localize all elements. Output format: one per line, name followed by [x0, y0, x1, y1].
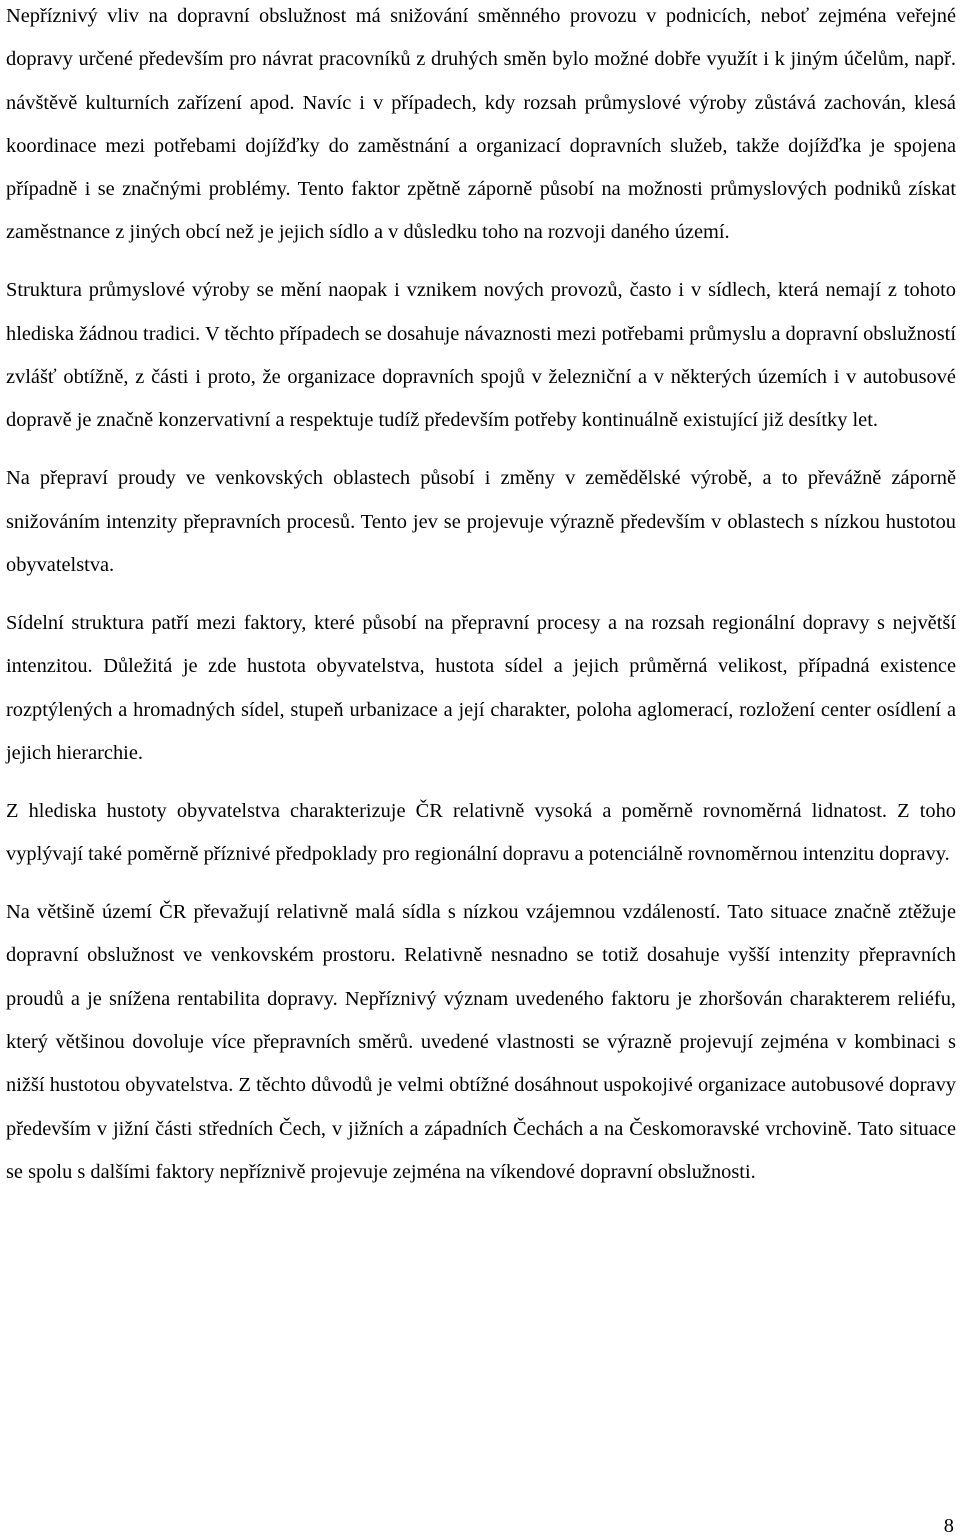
document-page: [6, 0, 956, 1194]
paragraph: Na přepraví proudy ve venkovských oblastech působí i změny v zemědělské výrobě, a to převážně záporně snižováním intenzity přepravních procesů. Tento jev se projevuje výrazně především v oblastech s nízkou hustotou obyvatelstva.: [6, 467, 956, 576]
paragraph: Sídelní struktura patří mezi faktory, které působí na přepravní procesy a na rozsah regionální dopravy s největší intenzitou. Důležitá je zde hustota obyvatelstva, hustota sídel a jejich průměrná velikost, případná existence rozptýlených a hromadných sídel, stupeň urbanizace a její charakter, poloha aglomerací, rozložení center osídlení a jejich hierarchie.: [6, 611, 956, 764]
page-number: 8: [943, 1515, 954, 1537]
paragraph: Z hlediska hustoty obyvatelstva charakterizuje ČR relativně vysoká a poměrně rovnoměrná lidnatost. Z toho vyplývají také poměrně příznivé předpoklady pro regionální dopravu a potenciálně rovnoměrnou intenzitu dopravy.: [6, 799, 956, 866]
paragraph: Struktura průmyslové výroby se mění naopak i vznikem nových provozů, často i v sídlech, která nemají z tohoto hlediska žádnou tradici. V těchto případech se dosahuje návaznosti mezi potřebami průmyslu a dopravní obslužností zvlášť obtížně, z části i proto, že organizace dopravních spojů v železniční a v některých územích i v autobusové dopravě je značně konzervativní a respektuje tudíž především potřeby kontinuálně existující již desítky let.: [6, 279, 956, 432]
paragraph: Nepříznivý vliv na dopravní obslužnost má snižování směnného provozu v podnicích, neboť zejména veřejné dopravy určené především pro návrat pracovníků z druhých směn bylo možné dobře využít i k jiným účelům, např. návštěvě kulturních zařízení apod. Navíc i v případech, kdy rozsah průmyslové výroby zůstává zachován, klesá koordinace mezi potřebami dojížďky do zaměstnání a organizací dopravních služeb, takže dojížďka je spojena případně i se značnými problémy. Tento faktor zpětně záporně působí na možnosti průmyslových podniků získat zaměstnance z jiných obcí než je jejich sídlo a v důsledku toho na rozvoji daného území.: [6, 5, 956, 244]
paragraph: Na většině území ČR převažují relativně malá sídla s nízkou vzájemnou vzdáleností. Tato situace značně ztěžuje dopravní obslužnost ve venkovském prostoru. Relativně nesnadno se totiž dosahuje vyšší intenzity přepravních proudů a je snížena rentabilita dopravy. Nepříznivý význam uvedeného faktoru je zhoršován charakterem reliéfu, který většinou dovoluje více přepravních směrů. uvedené vlastnosti se výrazně projevují zejména v kombinaci s nižší hustotou obyvatelstva. Z těchto důvodů je velmi obtížné dosáhnout uspokojivé organizace autobusové dopravy především v jižní části středních Čech, v jižních a západních Čechách a na Českomoravské vrchovině. Tato situace se spolu s dalšími faktory nepříznivě projevuje zejména na víkendové dopravní obslužnosti.: [6, 901, 956, 1183]
